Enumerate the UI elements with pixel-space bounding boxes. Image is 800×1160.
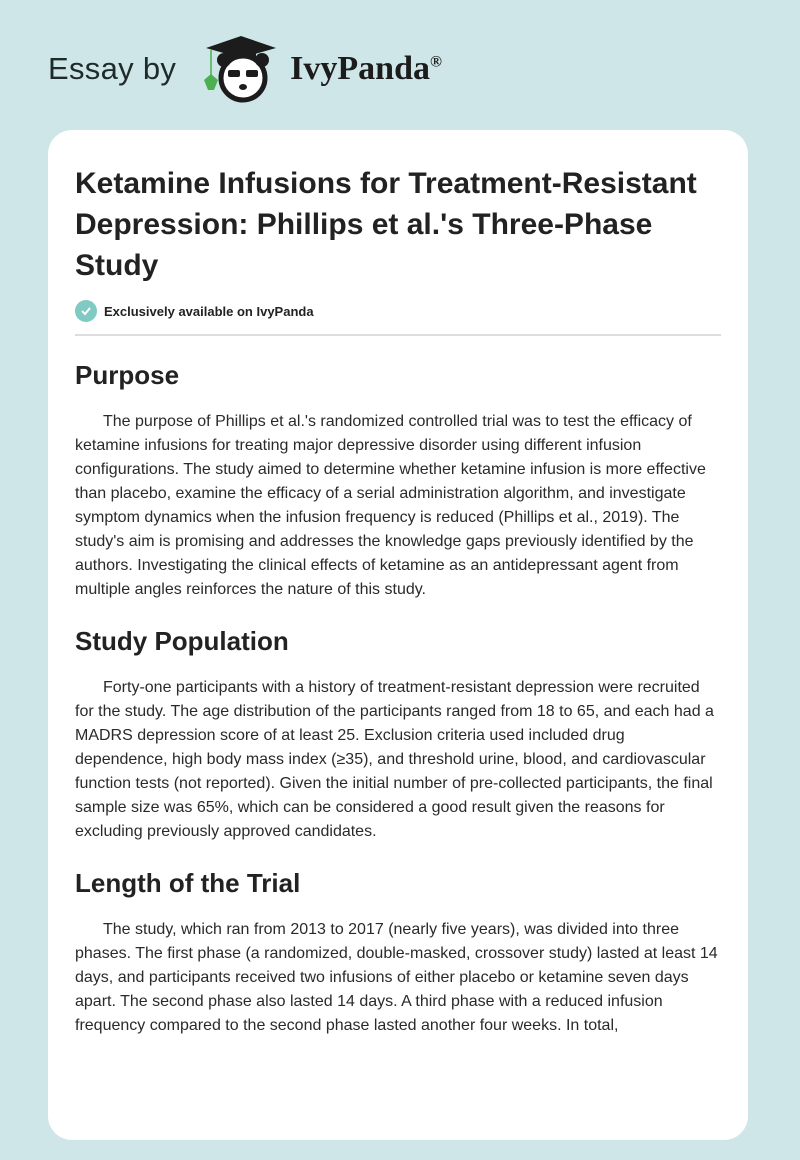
essay-by-label: Essay by: [48, 51, 177, 86]
section-heading-length-of-trial: Length of the Trial: [75, 868, 301, 898]
brand-name: [290, 50, 442, 88]
registered-mark: ®: [430, 53, 442, 71]
badge-label: Exclusively available on IvyPanda: [104, 303, 314, 319]
divider: [75, 334, 721, 336]
section-paragraph-study-population: Forty-one participants with a history of treatment-resistant depression were recruited for the study. The age distribution of the participants ranged from 18 to 65, and each had a MADRS depression score of at least 25. Exclusion criteria used included drug dependence, high body mass index (≥35), and threshold urine, blood, and cardiovascular function tests (not reported). Given the initial number of pre-collected participants, the final sample size was 65%, which can be considered a good result given the reasons for excluding previously approved candidates.: [75, 679, 714, 840]
section-paragraph-length-of-trial: The study, which ran from 2013 to 2017 (nearly five years), was divided into three phases. The first phase (a randomized, double-masked, crossover study) lasted at least 14 days, and participants received two infusions of either placebo or ketamine seven days apart. The second phase also lasted 14 days. A third phase with a reduced infusion frequency compared to the second phase lasted another four weeks. In total,: [75, 921, 718, 1034]
section-heading-study-population: Study Population: [75, 626, 289, 656]
exclusive-badge: [75, 300, 721, 322]
section-paragraph-purpose: The purpose of Phillips et al.'s randomized controlled trial was to test the efficacy of ketamine infusions for treating major depressive disorder using different infusion configurations. The study aimed to determine whether ketamine infusion is more effective than placebo, examine the efficacy of a serial administration algorithm, and investigate symptom dynamics when the infusion frequency is reduced (Phillips et al., 2019). The study's aim is promising and addresses the knowledge gaps previously identified by the authors. Investigating the clinical effects of ketamine as an antidepressant agent from multiple angles reinforces the nature of this study.: [75, 413, 706, 598]
essay-title: Ketamine Infusions for Treatment-Resistant Depression: Phillips et al.'s Three-Phase Study: [75, 167, 697, 282]
section-heading-purpose: Purpose: [75, 360, 180, 390]
check-icon: [75, 300, 97, 322]
brand-text: IvyPanda: [290, 50, 430, 87]
essay-card: [48, 130, 748, 1140]
site-header: [48, 34, 442, 104]
ivypanda-logo-icon: [196, 34, 286, 104]
